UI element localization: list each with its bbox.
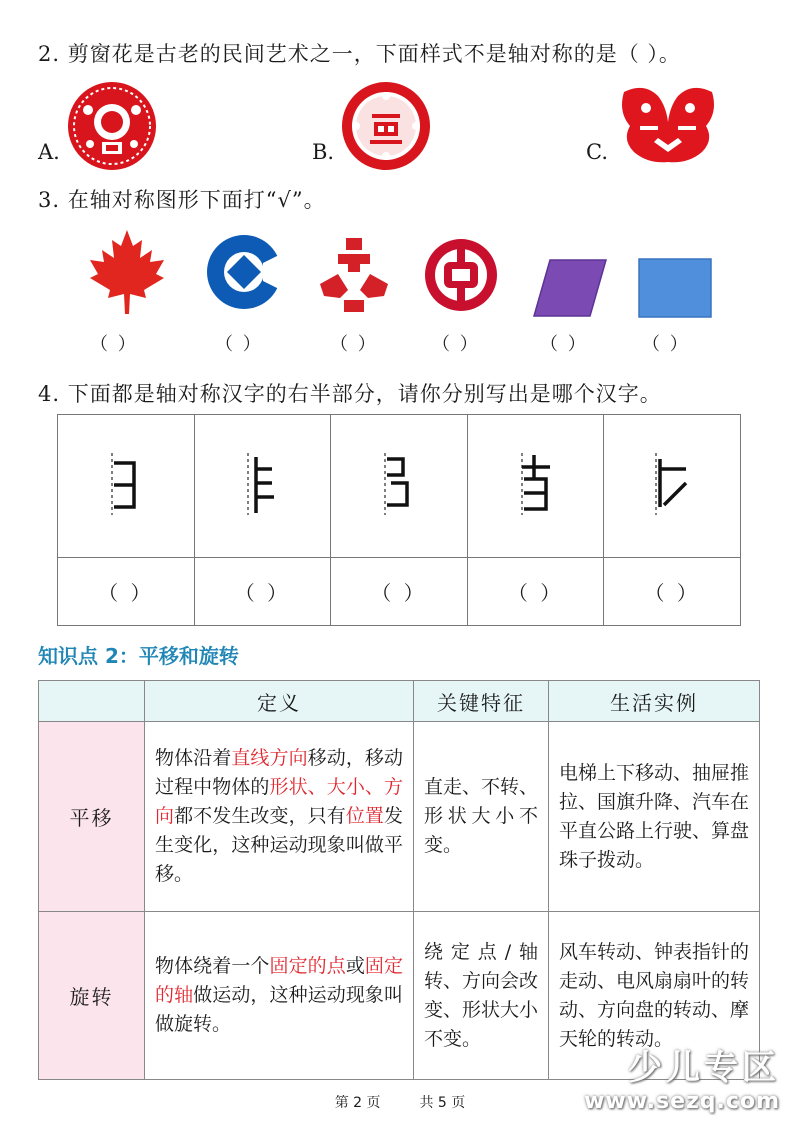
def-highlight: 固定的点 [269, 955, 346, 977]
question-3: 3. 在轴对称图形下面打“√”。 [38, 188, 326, 212]
half-char-cell [604, 415, 741, 558]
half-char-cell [194, 415, 331, 558]
def-text: 做运动，这种运动现象叫做旋转。 [155, 984, 403, 1035]
half-char-gu-glyph [514, 449, 558, 519]
def-highlight: 直线方向 [231, 747, 308, 769]
rotation-features: 绕定点/轴转、方向会改变、形状大小不变。 [414, 912, 549, 1080]
papercut-b-icon [340, 80, 432, 172]
q3-blank-2[interactable]: （ ） [215, 334, 263, 355]
option-c-label: C. [586, 140, 608, 164]
papercut-c-icon [614, 82, 722, 168]
header-empty [39, 681, 145, 722]
watermark-title: 少儿专区 [628, 1048, 780, 1088]
rectangle-icon [638, 258, 712, 318]
page-number: 第 2 页 [334, 1095, 381, 1111]
answer-blank-2[interactable]: （ ） [194, 558, 331, 626]
question-4: 4. 下面都是轴对称汉字的右半部分，请你分别写出是哪个汉字。 [38, 382, 662, 406]
answer-blank-4[interactable]: （ ） [467, 558, 604, 626]
q3-blank-1[interactable]: （ ） [90, 334, 138, 355]
knowledge-point-title: 知识点 2：平移和旋转 [38, 644, 239, 668]
translation-definition [145, 722, 414, 912]
answer-blank-5[interactable]: （ ） [604, 558, 741, 626]
question-2: 2. 剪窗花是古老的民间艺术之一，下面样式不是轴对称的是（ ）。 [38, 42, 681, 66]
def-text: 物体绕着一个 [155, 955, 270, 977]
ccb-logo-icon [205, 233, 283, 311]
half-char-ri-glyph [106, 449, 146, 519]
papercut-a-icon [66, 80, 158, 172]
rotation-examples: 风车转动、钟表指针的走动、电风扇扇叶的转动、方向盘的转动、摩天轮的转动。 [549, 912, 760, 1080]
half-char-cell [58, 415, 195, 558]
page-total: 共 5 页 [419, 1095, 466, 1111]
q3-blank-4[interactable]: （ ） [432, 334, 480, 355]
row-translation: 平移 [39, 722, 145, 912]
translation-features: 直走、不转、形状大小不变。 [414, 722, 549, 912]
half-char-lv-glyph [379, 449, 419, 519]
def-text: 发生变化，这种运动现象叫做平移。 [155, 805, 403, 885]
watermark-url: www.sezq.com [584, 1089, 780, 1114]
def-highlight: 形状、大小、方向 [155, 776, 403, 827]
def-text: 移动，移动过程中物体的 [155, 747, 403, 798]
rotation-definition [145, 912, 414, 1080]
translation-examples: 电梯上下移动、抽屉推拉、国旗升降、汽车在平直公路上行驶、算盘珠子拨动。 [549, 722, 760, 912]
option-a-label: A. [38, 140, 60, 164]
boc-logo-icon [422, 236, 500, 314]
parallelogram-icon [532, 258, 608, 318]
def-highlight: 固定的轴 [155, 955, 403, 1006]
half-char-cell [467, 415, 604, 558]
q3-blank-5[interactable]: （ ） [540, 334, 588, 355]
header-key-features: 关键特征 [414, 681, 549, 722]
maple-leaf-icon [86, 228, 168, 316]
row-rotation: 旋转 [39, 912, 145, 1080]
half-character-table [57, 414, 741, 626]
header-life-examples: 生活实例 [549, 681, 760, 722]
page-footer [0, 1092, 800, 1112]
header-definition: 定义 [145, 681, 414, 722]
answer-blank-1[interactable]: （ ） [58, 558, 195, 626]
answer-blank-3[interactable]: （ ） [331, 558, 468, 626]
half-char-fei-glyph [242, 449, 282, 519]
half-char-cell [331, 415, 468, 558]
def-text: 物体沿着 [155, 747, 232, 769]
def-text: 或 [345, 955, 365, 977]
knowledge-table [38, 680, 760, 1080]
q3-blank-3[interactable]: （ ） [330, 334, 378, 355]
q3-blank-6[interactable]: （ ） [642, 334, 690, 355]
red-tri-logo-icon [318, 236, 390, 314]
def-highlight: 位置 [345, 805, 384, 827]
def-text: 都不发生改变，只有 [174, 805, 346, 827]
half-char-ren-glyph [650, 449, 694, 519]
option-b-label: B. [312, 140, 335, 164]
